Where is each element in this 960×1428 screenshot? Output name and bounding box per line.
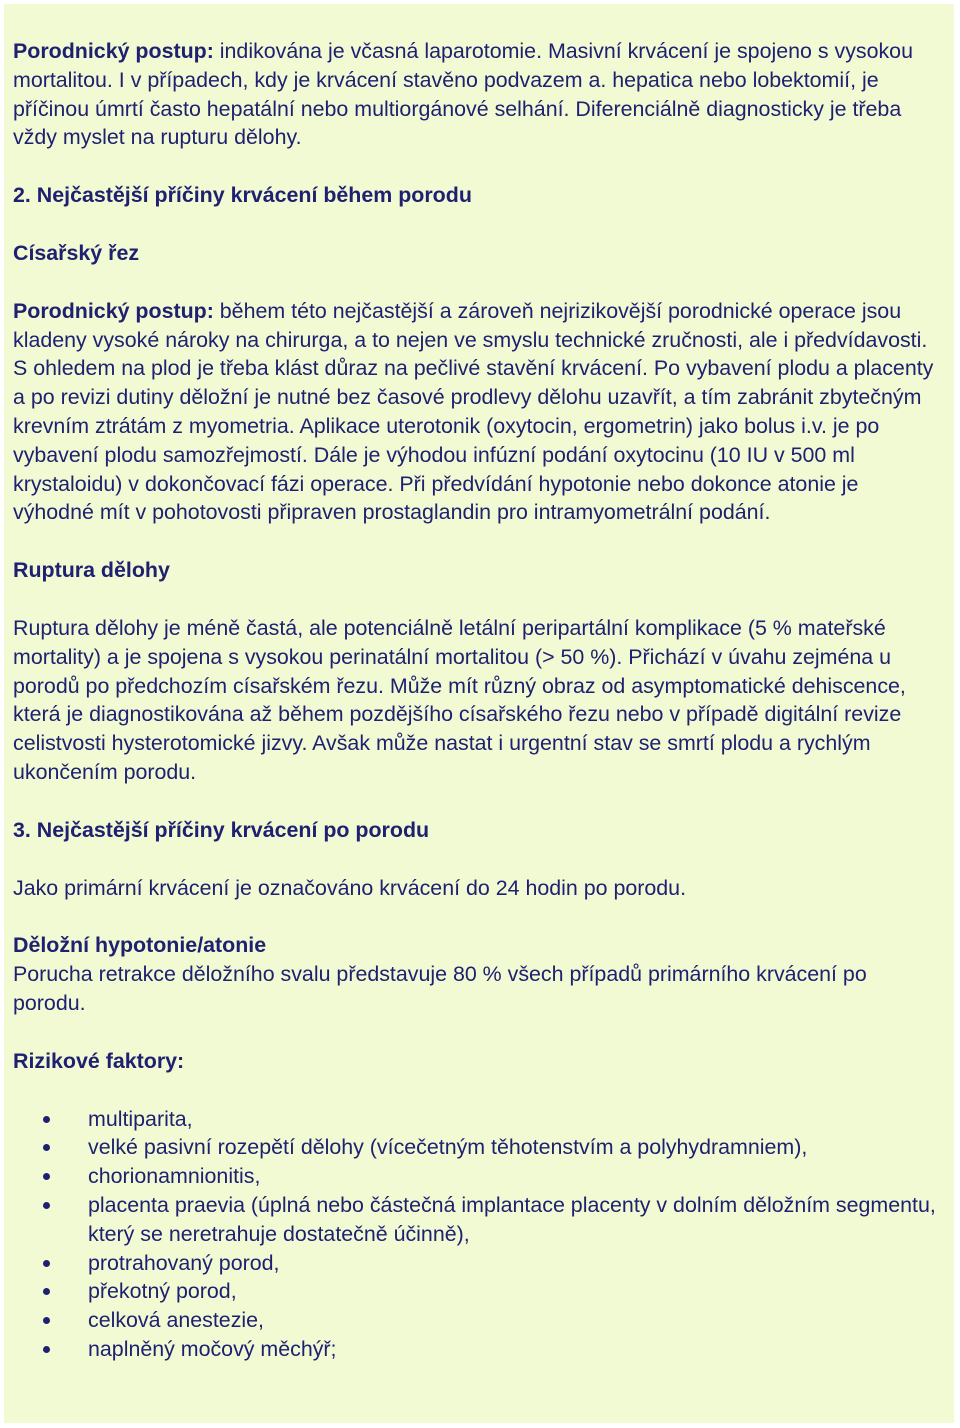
list-item-text: překotný porod, xyxy=(88,1279,237,1304)
list-item xyxy=(13,1249,943,1278)
section3-heading: 3. Nejčastější příčiny krvácení po porodu xyxy=(13,817,430,842)
list-item-text: naplněný močový měchýř; xyxy=(88,1336,337,1361)
list-item xyxy=(13,1277,943,1306)
rupture-heading: Ruptura dělohy xyxy=(13,558,170,583)
section3-intro: Jako primární krvácení je označováno krvácení do 24 hodin po porodu. xyxy=(13,875,687,900)
atony-heading: Děložní hypotonie/atonie xyxy=(13,933,267,958)
list-item-text: velké pasivní rozepětí dělohy (vícečetným těhotenstvím a polyhydramniem), xyxy=(88,1135,808,1160)
bullet-icon xyxy=(43,1144,50,1151)
bullet-icon xyxy=(43,1260,50,1267)
list-item xyxy=(13,1191,943,1249)
list-item-text: protrahovaný porod, xyxy=(88,1250,280,1275)
risk-factor-list xyxy=(13,1105,954,1364)
rupture-paragraph: Ruptura dělohy je méně častá, ale potenciálně letální peripartální komplikace (5 % mateřské mortality) a je spojena s vysokou perinatální mortalitou (> 50 %). Přichází v úvahu zejména u porodů po předchozím císařském řezu. Může mít různý obraz od asymptomatické dehiscence, která je diagnostikována až během pozdějšího císařského řezu nebo v případě digitální revize celistvosti hysterotomické jizvy. Avšak může nastat i urgentní stav se smrtí plodu a rychlým ukončením porodu. xyxy=(13,615,906,784)
atony-paragraph: Porucha retrakce děložního svalu představuje 80 % všech případů primárního krvácení po porodu. xyxy=(13,962,867,1015)
section2-lead: Porodnický postup: xyxy=(13,298,214,323)
intro-paragraph xyxy=(13,37,938,152)
section2-text: během této nejčastější a zároveň nejrizikovější porodnické operace jsou kladeny vysoké nároky na chirurga, a to nejen ve smyslu technické zručnosti, ale i předvídavosti. S ohledem na plod je třeba klást důraz na pečlivé stavění krvácení. Po vybavení plodu a placenty a po revizi dutiny děložní je nutné bez časové prodlevy dělohu uzavřít, a tím zabránit zbytečným krevním ztrátám z myometria. Aplikace uterotonik (oxytocin, ergometrin) jako bolus i.v. je po vybavení plodu samozřejmostí. Dále je výhodou infúzní podání oxytocinu (10 IU v 500 ml krystaloidu) v dokončovací fázi operace. Při předvídání hypotonie nebo dokonce atonie je výhodné mít v pohotovosti připraven prostaglandin pro intramyometrální podání. xyxy=(13,298,934,525)
section2-heading: 2. Nejčastější příčiny krvácení během porodu xyxy=(13,183,472,208)
bullet-icon xyxy=(43,1288,50,1295)
list-item-text: placenta praevia (úplná nebo částečná implantace placenty v dolním děložním segmentu, který se neretrahuje dostatečně účinně), xyxy=(88,1192,936,1246)
risk-heading: Rizikové faktory: xyxy=(13,1048,185,1073)
bullet-icon xyxy=(43,1202,50,1209)
bullet-icon xyxy=(43,1116,50,1123)
bullet-icon xyxy=(43,1173,50,1180)
document-page xyxy=(4,4,954,1423)
list-item xyxy=(13,1162,943,1191)
bullet-icon xyxy=(43,1346,50,1353)
bullet-icon xyxy=(43,1317,50,1324)
list-item-text: multiparita, xyxy=(88,1106,193,1131)
section2-subheading: Císařský řez xyxy=(13,240,140,265)
list-item xyxy=(13,1105,943,1134)
list-item xyxy=(13,1133,943,1162)
intro-lead: Porodnický postup: xyxy=(13,39,214,63)
list-item-text: celková anestezie, xyxy=(88,1308,264,1333)
list-item xyxy=(13,1306,943,1335)
intro-text: indikována je včasná laparotomie. Masivní krvácení je spojeno s vysokou mortalitou. I v případech, kdy je krvácení stavěno podvazem a. hepatica nebo lobektomií, je příčinou úmrtí často hepatální nebo multiorgánové selhání. Diferenciálně diagnosticky je třeba vždy myslet na rupturu dělohy. xyxy=(13,39,913,150)
list-item-text: chorionamnionitis, xyxy=(88,1164,261,1189)
section2-paragraph xyxy=(13,297,938,527)
list-item xyxy=(13,1335,943,1364)
